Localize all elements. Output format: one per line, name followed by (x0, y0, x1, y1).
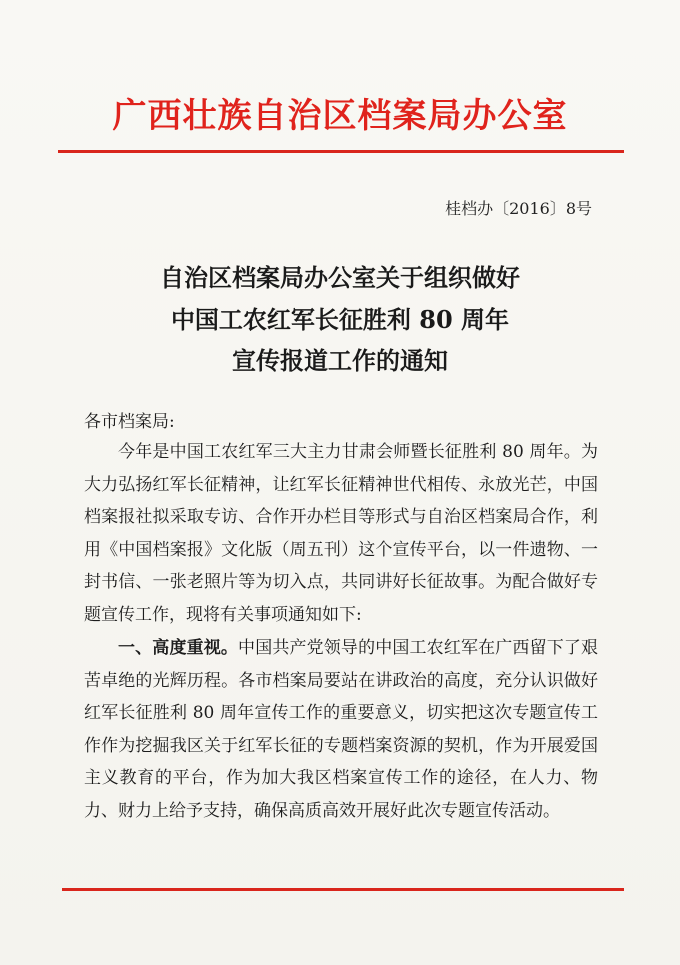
title-line-2: 中国工农红军长征胜利 80 周年 (170, 305, 510, 334)
title-line-3: 宣传报道工作的通知 (232, 346, 448, 375)
title-line-1: 自治区档案局办公室关于组织做好 (160, 263, 520, 292)
paragraph-section-1 (84, 632, 598, 827)
section-1-heading: 一、高度重视。 (118, 638, 239, 658)
addressee: 各市档案局: (84, 412, 175, 432)
header-divider (58, 150, 624, 153)
document-number: 桂档办〔2016〕8号 (445, 199, 592, 218)
footer-divider (62, 888, 624, 891)
section-1-body: 中国共产党领导的中国工农红军在广西留下了艰苦卓绝的光辉历程。各市档案局要站在讲政治的高度，充分认识做好红军长征胜利 80 周年宣传工作的重要意义，切实把这次专题宣传工作作为挖掘我区关于红军长征的专题档案资源的契机，作为开展爱国主义教育的平台，作为加大我区档案宣传工作的途径，在人力、物力、财力上给予支持，确保高质高效开展好此次专题宣传活动。 (84, 638, 599, 821)
org-header: 广西壮族自治区档案局办公室 (112, 96, 568, 136)
paragraph-intro: 今年是中国工农红军三大主力甘肃会师暨长征胜利 80 周年。为大力弘扬红军长征精神，让红军长征精神世代相传、永放光芒，中国档案报社拟采取专访、合作开办栏目等形式与自治区档案局合作，利用《中国档案报》文化版（周五刊）这个宣传平台，以一件遗物、一封书信、一张老照片等为切入点，共同讲好长征故事。为配合做好专题宣传工作，现将有关事项通知如下: (84, 442, 598, 625)
